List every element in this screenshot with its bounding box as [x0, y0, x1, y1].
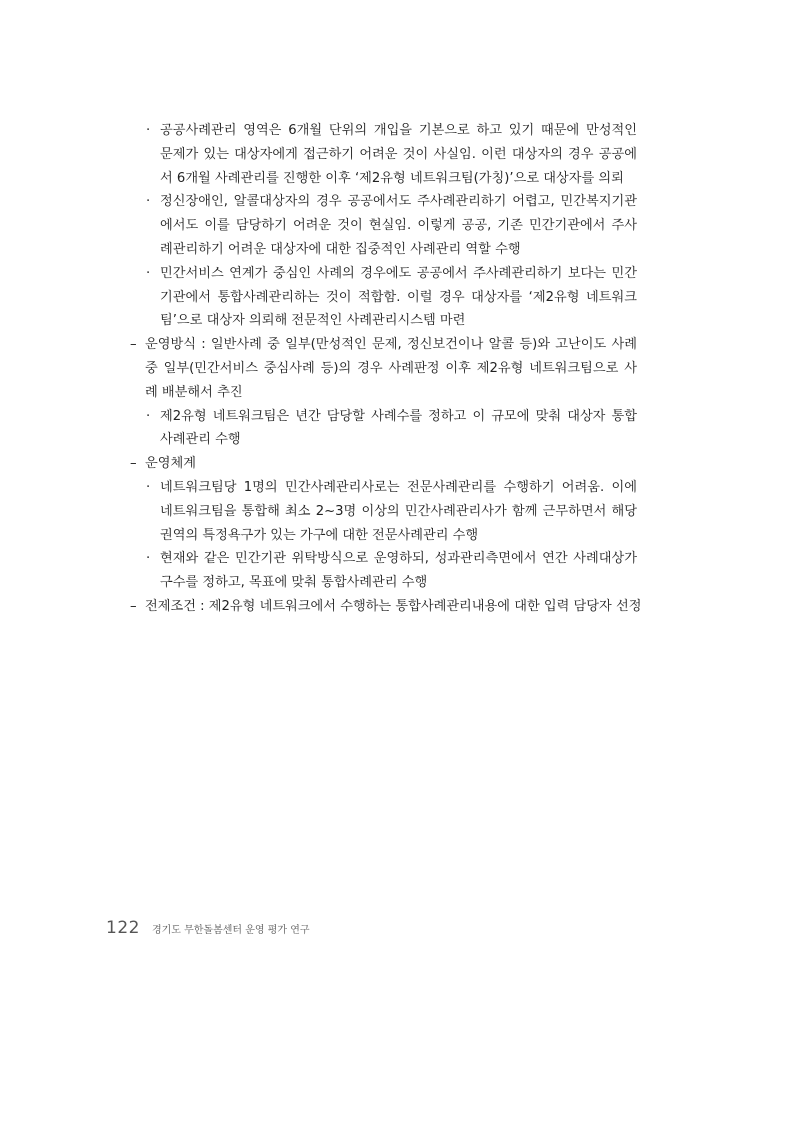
dot-marker: ·	[146, 551, 151, 567]
line-text: 권역의 특정욕구가 있는 가구에 대한 전문사례관리 수행	[160, 527, 479, 543]
text-line	[0, 357, 793, 381]
text-line	[0, 190, 793, 214]
text-line	[0, 214, 793, 238]
text-line	[0, 524, 793, 548]
text-line	[0, 286, 793, 310]
bullet-item-dot	[0, 190, 793, 261]
text-line	[0, 428, 793, 452]
text-line	[0, 167, 793, 191]
text-line	[0, 452, 793, 476]
dash-marker: –	[130, 337, 137, 353]
text-line	[0, 309, 793, 333]
line-text: 례관리하기 어려운 대상자에 대한 집중적인 사례관리 역할 수행	[160, 241, 521, 257]
text-line	[0, 595, 793, 619]
bullet-item-dot	[0, 262, 793, 333]
text-line	[0, 500, 793, 524]
dot-marker: ·	[146, 408, 151, 424]
line-text: 전제조건 : 제2유형 네트워크에서 수행하는 통합사례관리내용에 대한 입력 담당자 선정	[145, 598, 642, 614]
text-line	[0, 262, 793, 286]
line-text: 기관에서 통합사례관리하는 것이 적합함. 이럴 경우 대상자를 ‘제2유형 네트워크	[160, 289, 637, 305]
running-title: 경기도 무한돌봄센터 운영 평가 연구	[151, 925, 310, 936]
line-text: 제2유형 네트워크팀은 년간 담당할 사례수를 정하고 이 규모에 맞춰 대상자 통합	[160, 408, 637, 424]
dot-marker: ·	[146, 479, 151, 495]
bullet-item-dot	[0, 547, 793, 595]
dash-marker: –	[130, 456, 137, 472]
line-text: 중 일부(민간서비스 중심사례 등)의 경우 사례판정 이후 제2유형 네트워크팀으로 사	[145, 360, 637, 376]
dot-marker: ·	[146, 194, 151, 210]
bullet-item-dot	[0, 476, 793, 547]
bullet-item-dot	[0, 405, 793, 453]
text-line	[0, 143, 793, 167]
text-line	[0, 405, 793, 429]
text-line	[0, 571, 793, 595]
line-text: 에서도 이를 담당하기 어려운 것이 현실임. 이렇게 공공, 기존 민간기관에서 주사	[160, 218, 637, 234]
dot-marker: ·	[146, 123, 151, 138]
bullet-item-dash	[0, 452, 793, 476]
text-line	[0, 238, 793, 262]
dot-marker: ·	[146, 265, 151, 281]
line-text: 현재와 같은 민간기관 위탁방식으로 운영하되, 성과관리측면에서 연간 사례대상가	[160, 551, 637, 567]
text-line	[0, 381, 793, 405]
line-text: 운영방식 : 일반사례 중 일부(만성적인 문제, 정신보건이나 알콜 등)와 고난이도 사례	[145, 337, 637, 353]
dash-marker: –	[130, 598, 137, 614]
text-line	[0, 119, 793, 143]
line-text: 팀’으로 대상자 의뢰해 전문적인 사례관리시스템 마련	[160, 313, 466, 329]
line-text: 민간서비스 연계가 중심인 사례의 경우에도 공공에서 주사례관리하기 보다는 민간	[160, 265, 637, 281]
bullet-item-dash	[0, 595, 793, 619]
line-text: 사례관리 수행	[160, 432, 241, 448]
page-footer	[106, 918, 310, 938]
line-text: 구수를 정하고, 목표에 맞춰 통합사례관리 수행	[160, 575, 428, 591]
line-text: 네트워크팀을 통합해 최소 2~3명 이상의 민간사례관리사가 함께 근무하면서 해당	[160, 503, 637, 519]
line-text: 문제가 있는 대상자에게 접근하기 어려운 것이 사실임. 이런 대상자의 경우 공공에	[160, 146, 637, 162]
text-line	[0, 476, 793, 500]
line-text: 공공사례관리 영역은 6개월 단위의 개입을 기본으로 하고 있기 때문에 만성적인	[160, 123, 637, 138]
line-text: 운영체계	[145, 456, 196, 472]
text-line	[0, 547, 793, 571]
bullet-item-dot	[0, 119, 793, 190]
page-number: 122	[106, 918, 140, 938]
line-text: 서 6개월 사례관리를 진행한 이후 ‘제2유형 네트워크팀(가칭)’으로 대상자를 의뢰	[160, 170, 624, 186]
text-line	[0, 333, 793, 357]
line-text: 정신장애인, 알콜대상자의 경우 공공에서도 주사례관리하기 어렵고, 민간복지기관	[160, 194, 637, 210]
document-body	[0, 119, 793, 619]
line-text: 네트워크팀당 1명의 민간사례관리사로는 전문사례관리를 수행하기 어려움. 이에	[160, 479, 637, 495]
bullet-item-dash	[0, 333, 793, 404]
line-text: 례 배분해서 추진	[145, 384, 243, 400]
